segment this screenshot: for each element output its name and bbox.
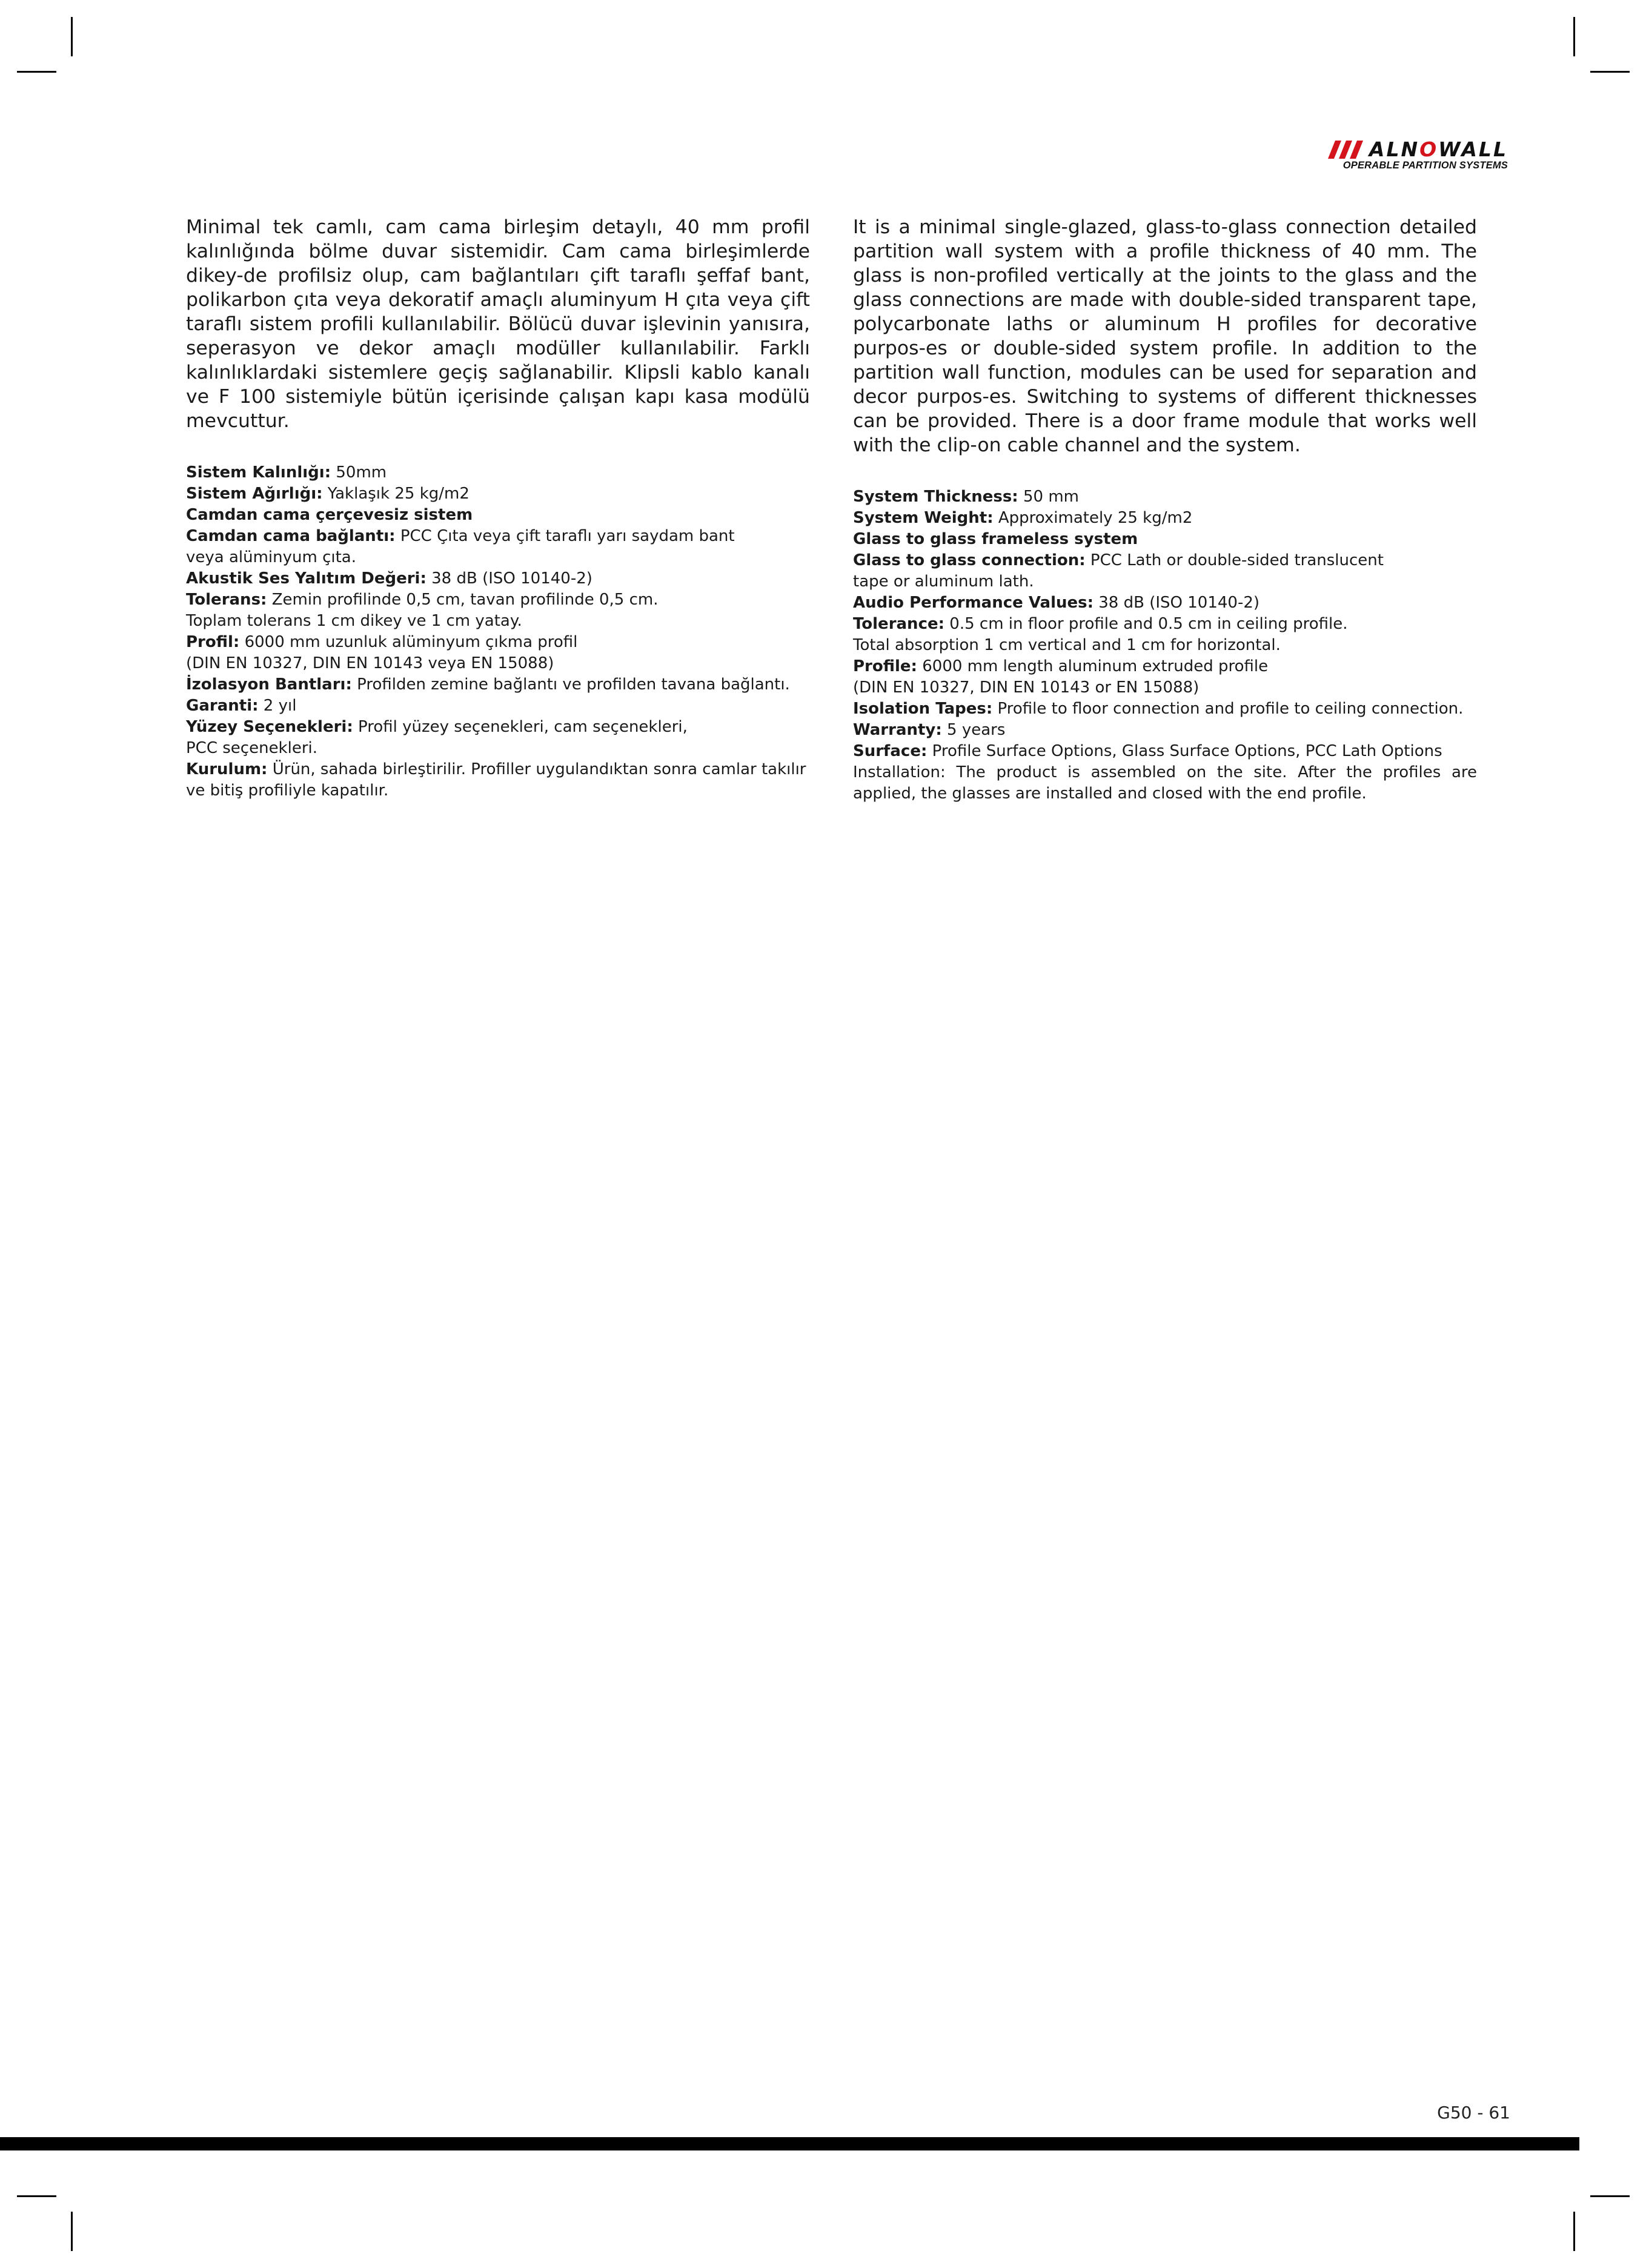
spec-value: 5 years <box>941 721 1006 739</box>
spec-value: 50mm <box>331 463 387 482</box>
spec-label: Camdan cama bağlantı: <box>186 527 396 545</box>
spec-value: Yaklaşık 25 kg/m2 <box>322 485 470 503</box>
spec-value: Toplam tolerans 1 cm dikey ve 1 cm yatay. <box>186 612 522 630</box>
spec-line <box>853 698 1477 720</box>
spec-line <box>186 674 810 695</box>
spec-line <box>186 483 810 505</box>
spec-value: Approximately 25 kg/m2 <box>993 509 1193 527</box>
turkish-spec-list <box>186 462 810 801</box>
spec-line <box>186 759 810 780</box>
crop-mark <box>1590 2195 1630 2197</box>
spec-line <box>853 741 1477 762</box>
spec-label: Kurulum: <box>186 760 268 778</box>
spec-value: 38 dB (ISO 10140-2) <box>1093 594 1260 612</box>
spec-value: 6000 mm length aluminum extruded profile <box>917 657 1269 675</box>
spec-value: PCC Çıta veya çift taraflı yarı saydam bant <box>395 527 735 545</box>
spec-label: Glass to glass connection: <box>853 551 1086 569</box>
spec-line <box>186 462 810 483</box>
spec-line <box>186 547 810 568</box>
brand-tagline: OPERABLE PARTITION SYSTEMS <box>1342 160 1508 171</box>
spec-value: veya alüminyum çıta. <box>186 548 356 566</box>
spec-label: Isolation Tapes: <box>853 700 993 718</box>
spec-line <box>853 508 1477 529</box>
spec-line <box>853 571 1477 592</box>
spec-line <box>186 695 810 717</box>
logo-slashes-icon <box>1328 141 1366 159</box>
spec-line <box>186 780 810 801</box>
spec-line <box>853 614 1477 635</box>
english-spec-list <box>853 486 1477 804</box>
spec-value: 0.5 cm in floor profile and 0.5 cm in ceiling profile. <box>944 615 1348 633</box>
crop-mark <box>17 2195 56 2197</box>
page-number: G50 - 61 <box>1437 2103 1510 2123</box>
spec-label: Tolerans: <box>186 591 267 609</box>
spec-label: Audio Performance Values: <box>853 594 1093 612</box>
brand-name: ALNOWALL <box>1369 138 1508 161</box>
spec-value: 38 dB (ISO 10140-2) <box>426 569 592 588</box>
spec-line <box>186 589 810 611</box>
spec-label: Surface: <box>853 742 928 760</box>
spec-label: Profil: <box>186 633 240 651</box>
spec-value: Profile to floor connection and profile to ceiling connection. <box>992 700 1464 718</box>
spec-line <box>853 656 1477 677</box>
spec-line <box>186 632 810 653</box>
spec-value: Ürün, sahada birleştirilir. Profiller uygulandıktan sonra camlar takılır <box>267 760 806 778</box>
spec-value: Installation: The product is assembled on the site. After the profiles are applied, the glasses are installed and closed with the end profile. <box>853 763 1477 803</box>
spec-value: 2 yıl <box>258 697 297 715</box>
english-column <box>853 215 1477 804</box>
crop-mark <box>1573 2212 1575 2251</box>
spec-value: Zemin profilinde 0,5 cm, tavan profilinde 0,5 cm. <box>267 591 659 609</box>
crop-mark <box>1573 17 1575 56</box>
spec-label: Warranty: <box>853 721 942 739</box>
spec-value: (DIN EN 10327, DIN EN 10143 veya EN 15088) <box>186 654 554 672</box>
spec-line <box>186 717 810 738</box>
english-intro: It is a minimal single-glazed, glass-to-glass connection detailed partition wall system with a profile thickness of 40 mm. The glass is non-profiled vertically at the joints to the glass and the glass connections are made with double-sided transparent tape, polycarbonate laths or aluminum H profiles for decorative purpos-es or double-sided system profile. In addition to the partition wall function, modules can be used for separation and decor purpos-es. Switching to systems of different thicknesses can be provided. There is a door frame module that works well with the clip-on cable channel and the system. <box>853 216 1477 456</box>
spec-value: 6000 mm uzunluk alüminyum çıkma profil <box>239 633 578 651</box>
spec-line <box>853 550 1477 571</box>
spec-label: Camdan cama çerçevesiz sistem <box>186 506 473 524</box>
crop-mark <box>17 71 56 73</box>
spec-line <box>186 653 810 674</box>
spec-value: Profil yüzey seçenekleri, cam seçenekleri, <box>353 718 688 736</box>
spec-line <box>853 592 1477 614</box>
spec-line <box>186 505 810 526</box>
spec-value: Total absorption 1 cm vertical and 1 cm for horizontal. <box>853 636 1281 654</box>
spec-label: Glass to glass frameless system <box>853 530 1138 548</box>
spec-line <box>186 526 810 547</box>
spec-value: (DIN EN 10327, DIN EN 10143 or EN 15088) <box>853 678 1200 697</box>
spec-line <box>853 635 1477 656</box>
crop-mark <box>71 2212 73 2251</box>
spec-line <box>853 486 1477 508</box>
turkish-intro: Minimal tek camlı, cam cama birleşim detaylı, 40 mm profil kalınlığında bölme duvar sistemidir. Cam cama birleşimlerde dikey-de profilsiz olup, cam bağlantıları çift taraflı şeffaf bant, polikarbon çıta veya dekoratif amaçlı aluminyum H çıta veya çift taraflı sistem profili kullanılabilir. Bölücü duvar işlevinin yanısıra, seperasyon ve dekor amaçlı modüller kullanılabilir. Farklı kalınlıklardaki sistemlere geçiş sağlanabilir. Klipsli kablo kanalı ve F 100 sistemiyle bütün içerisinde çalışan kapı kasa modülü mevcuttur. <box>186 216 810 432</box>
spec-value: Profile Surface Options, Glass Surface Options, PCC Lath Options <box>927 742 1442 760</box>
spec-value: PCC Lath or double-sided translucent <box>1085 551 1384 569</box>
turkish-column <box>186 215 810 801</box>
crop-mark <box>1590 71 1630 73</box>
spec-value: Profilden zemine bağlantı ve profilden tavana bağlantı. <box>351 675 790 694</box>
spec-label: Akustik Ses Yalıtım Değeri: <box>186 569 426 588</box>
spec-value: tape or aluminum lath. <box>853 572 1034 591</box>
footer-bar <box>0 2137 1579 2150</box>
brand-logo <box>1326 138 1508 171</box>
spec-label: Sistem Ağırlığı: <box>186 485 323 503</box>
spec-line <box>186 611 810 632</box>
spec-value: 50 mm <box>1018 488 1079 506</box>
spec-value: ve bitiş profiliyle kapatılır. <box>186 781 389 800</box>
crop-mark <box>71 17 73 56</box>
spec-label: Profile: <box>853 657 917 675</box>
spec-label: İzolasyon Bantları: <box>186 675 352 694</box>
spec-line <box>186 738 810 759</box>
spec-label: Sistem Kalınlığı: <box>186 463 331 482</box>
spec-line <box>853 677 1477 698</box>
spec-line <box>853 762 1477 804</box>
spec-label: Yüzey Seçenekleri: <box>186 718 353 736</box>
spec-line <box>853 529 1477 550</box>
spec-value: PCC seçenekleri. <box>186 739 318 757</box>
spec-label: System Thickness: <box>853 488 1018 506</box>
spec-label: Garanti: <box>186 697 259 715</box>
spec-label: Tolerance: <box>853 615 945 633</box>
spec-line <box>853 720 1477 741</box>
spec-line <box>186 568 810 589</box>
spec-label: System Weight: <box>853 509 994 527</box>
